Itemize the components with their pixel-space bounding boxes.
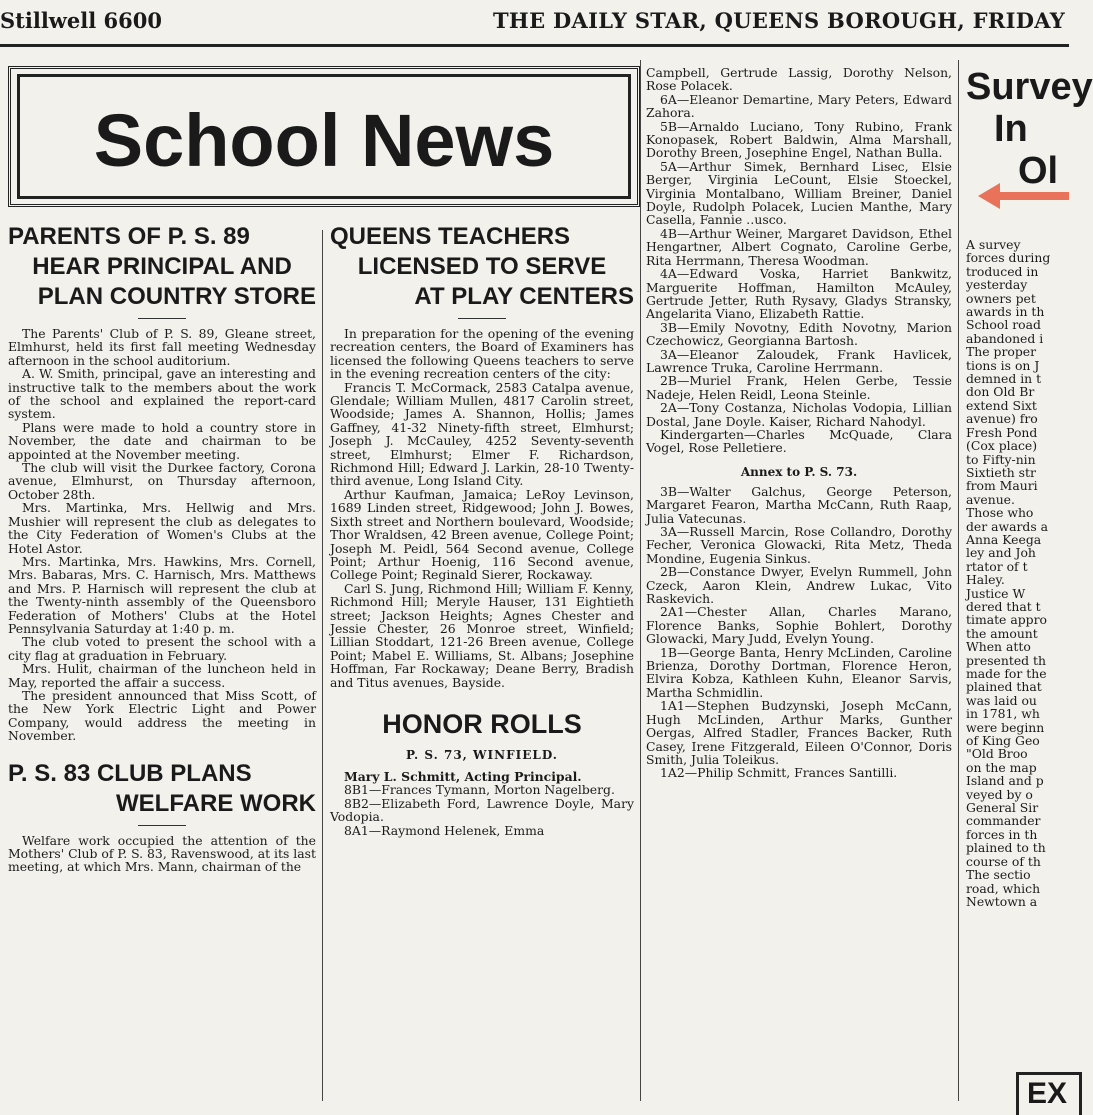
paragraph: 5A—Arthur Simek, Bernhard Lisec, Elsie Berger, Virginia LeCount, Elsie Stoeckel, Virginia Montalbano, William Breiner, Daniel Doyle, Rudolph Polacek, Lucien Manthe, Mary Casella, Fannie ‥usco. [646,158,952,228]
text-line: from Mauri [966,478,1038,494]
headline-line: HEAR PRINCIPAL AND [32,253,292,280]
article-survey-cropped [966,66,1093,1101]
article-queens-teachers [330,222,634,1101]
text-line: Sixtieth str [966,464,1036,480]
paragraph: The club voted to present the school with a city flag at graduation in February. [8,634,316,663]
paragraph: Francis T. McCormack, 2583 Catalpa avenue, Glendale; William Mullen, 4817 Carolin street, Woodside; James A. Shannon, Hollis; James Gaffney, 41-32 Ninety-fifth street, Elmhurst; Joseph J. McCauley, 4252 Seventy-seventh street, Elmhurst; Elmer F. Richardson, Richmond Hill; Edward J. Larkin, 28-10 Twenty-third avenue, Long Island City. [330,379,634,489]
headline-dash [138,318,186,319]
headline-line: Ol [1018,150,1059,192]
headline-line: AT PLAY CENTERS [414,283,634,310]
text-line: made for the [966,666,1047,681]
text-line: The sectio [966,867,1031,883]
column-rule [322,230,323,1101]
text-line: The proper [966,344,1037,360]
honor-rolls-school: P. S. 73, WINFIELD. [406,747,558,762]
headline-line: In [994,108,1028,150]
paragraph: 3A—Russell Marcin, Rose Collandro, Dorothy Fecher, Veronica Glowacki, Rita Metz, Theda Mondine, Eugenia Sinkus. [646,524,952,566]
paragraph: 8B1—Frances Tymann, Morton Nagelberg. [344,782,615,798]
paragraph: 1A1—Stephen Budzynski, Joseph McCann, Hugh McLinden, Arthur Marks, Gunther Oergas, Alfred Stadler, Frances Backer, Ruth Casey, Irene Fitzgerald, Eileen O'Connor, Doris Smith, Julia Toleikus. [646,698,952,767]
text-line: der awards a [966,518,1049,534]
text-line: in 1781, wh [966,706,1040,722]
text-line: "Old Broo [966,746,1028,762]
article-body [966,238,1069,908]
section-title: School News [93,99,555,182]
honor-roll-continued [646,66,952,1101]
text-line: commander [966,813,1041,829]
paragraph: 6A—Eleanor Demartine, Mary Peters, Edward Zahora. [646,91,952,121]
text-line: avenue. [966,491,1015,507]
paragraph: 5B—Arnaldo Luciano, Tony Rubino, Frank Konopasek, Robert Baldwin, Alma Marshall, Dorothy Breen, Josephine Engel, Nathan Bulla. [646,118,952,161]
article-body [646,485,952,780]
phone-exchange: Stillwell 6600 [0,8,162,33]
text-line: veyed by o [966,786,1033,802]
text-line: School road [966,317,1041,333]
text-line: tions is on J [966,357,1040,373]
text-line: of King Geo [966,733,1040,749]
paragraph: Plans were made to hold a country store in November, the date and chairman to be appointed at the November meeting. [8,419,316,462]
article-ps89 [8,222,316,1101]
paragraph: The club will visit the Durkee factory, Corona avenue, Elmhurst, on Thursday afternoon, October 28th. [8,460,316,502]
text-line: yesterday [966,277,1028,293]
text-line: Those who [966,505,1034,521]
text-line: awards in th [966,304,1045,320]
honor-roll-list [330,770,634,837]
text-line: rtator of t [966,558,1028,574]
column-rule [640,60,641,1101]
text-line: General Sir [966,800,1039,816]
headline-line: PARENTS OF P. S. 89 [8,223,250,250]
article-body [330,327,634,689]
text-line: forces in th [966,826,1038,842]
text-line: Fresh Pond [966,424,1038,440]
paragraph: The president announced that Miss Scott, of the New York Electric Light and Power Company, would address the meeting in November. [8,687,316,744]
paragraph: 1B—George Banta, Henry McLinden, Caroline Brienza, Dorothy Dortman, Florence Heron, Elvira Kobza, Kathleen Kuhn, Eleanor Sarvis, Martha Schmidlin. [646,644,952,700]
text-line: Island and p [966,773,1044,789]
text-line: timate appro [966,612,1047,628]
article-body [646,66,952,455]
text-line: don Old Br [966,384,1035,400]
paragraph: 8A1—Raymond Helenek, Emma [344,822,545,838]
text-line: Justice W [966,585,1026,601]
column-rule [958,60,959,1101]
text-line: was laid ou [966,692,1037,708]
text-line: road, which [966,880,1041,896]
headline-dash [458,318,506,319]
text-line: abandoned i [966,330,1044,346]
text-line: avenue) fro [966,411,1038,427]
headline-line: QUEENS TEACHERS [330,223,571,250]
paragraph: 3B—Emily Novotny, Edith Novotny, Marion Czechowicz, Georgianna Bartosh. [646,319,952,349]
paragraph: Mary L. Schmitt, Acting Principal. [344,768,582,784]
paragraph: 4A—Edward Voska, Harriet Bankwitz, Marguerite Hoffman, Hamilton McAuley, Gertrude Jetter, Ruth Rysavy, Gladys Stransky, Angelarita Viano, Elizabeth Rattie. [646,266,952,322]
text-line: the amount [966,625,1038,641]
paragraph: Mrs. Martinka, Mrs. Hawkins, Mrs. Cornell, Mrs. Babaras, Mrs. C. Harnisch, Mrs. Matthews and Mrs. P. Harnisch will represent the club at the Twenty-ninth assembly of the Queensboro Federation of Mothers' Clubs at the Hotel Pennsylvania Saturday at 1:40 p. m. [8,553,316,636]
paragraph: The Parents' Club of P. S. 89, Gleane street, Elmhurst, held its first fall meeting Wednesday afternoon in the school auditorium. [8,326,316,368]
text-line: When atto [966,639,1031,655]
paragraph: 2B—Constance Dwyer, Evelyn Rummell, John Czeck, Aaron Klein, Andrew Lukac, Vito Raskevich. [646,564,952,607]
paragraph: 2A1—Chester Allan, Charles Marano, Florence Banks, Sophie Bohlert, Dorothy Glowacki, Mary Judd, Evelyn Young. [646,604,952,647]
advertisement-box [1016,1072,1082,1115]
headline-line: WELFARE WORK [116,789,316,817]
paragraph: 3B—Walter Galchus, George Peterson, Margaret Fearon, Martha McCann, Ruth Raap, Julia Vatecunas. [646,483,952,526]
text-line: to Fifty-nin [966,451,1036,467]
text-line: ley and Joh [966,545,1036,561]
paragraph: In preparation for the opening of the evening recreation centers, the Board of Examiners has licensed the following Queens teachers to serve in the evening recreation centers of the city: [330,326,634,382]
text-line: plained that [966,679,1042,695]
annex-heading: Annex to P. S. 73. [740,464,858,479]
masthead [0,0,1069,40]
paragraph: Arthur Kaufman, Jamaica; LeRoy Levinson, 1689 Linden street, Ridgewood; John J. Bowes, Sixth street and Northern boulevard, Woodside; Thor Wraldsen, 42 Breen avenue, College Point; Joseph M. Peidl, 564 Second avenue, College Point; Arthur Hoenig, 116 Second avenue, College Point; Reginald Sierer, Rockaway. [330,486,634,583]
text-line: troduced in [966,263,1039,279]
newspaper-dateline: THE DAILY STAR, QUEENS BOROUGH, FRIDAY [493,8,1066,33]
paragraph: Carl S. Jung, Richmond Hill; William F. Kenny, Richmond Hill; Meryle Hauser, 131 Eightieth street; Jackson Heights; Agnes Chester and Jessie Chester, 26 Monroe street, Winfield; Lillian Stoddart, 121-26 Breen avenue, College Point; Mabel E. Williams, St. Albans; Josephine Hoffman, Far Rockaway; Deane Berry, Bradish and Titus avenues, Bayside. [330,580,634,690]
text-line: demned in t [966,371,1042,387]
banner-frame [17,74,631,199]
honor-rolls-heading: HONOR ROLLS [382,708,582,739]
paragraph: 2B—Muriel Frank, Helen Gerbe, Tessie Nadeje, Helen Reidl, Leona Steinle. [646,373,952,402]
text-line: forces during [966,250,1051,266]
paragraph: 2A—Tony Costanza, Nicholas Vodopia, Lillian Dostal, Jane Doyle. Kaiser, Richard Nahodyl. [646,400,952,429]
text-line: Newtown a [966,893,1038,909]
paragraph: 1A2—Philip Schmitt, Frances Santilli. [660,765,898,781]
paragraph: Kindergarten—Charles McQuade, Clara Vogel, Rose Pelletiere. [646,426,952,456]
paragraph: 8B2—Elizabeth Ford, Lawrence Doyle, Mary Vodopia. [330,795,634,825]
text-line: were beginn [966,719,1045,735]
text-line: owners pet [966,290,1036,306]
text-line: on the map [966,759,1037,775]
paragraph: Mrs. Hulit, chairman of the luncheon held in May, reported the affair a success. [8,661,316,690]
paragraph: Mrs. Martinka, Mrs. Hellwig and Mrs. Mushier will represent the club as delegates to the City Federation of Women's Clubs at the Hotel Astor. [8,500,316,556]
masthead-rule [0,44,1069,47]
article-body [8,327,316,743]
paragraph: Campbell, Gertrude Lassig, Dorothy Nelson, Rose Polacek. [646,65,952,94]
headline-line: Survey [966,66,1093,108]
text-line: plained to th [966,840,1046,856]
text-line: (Cox place) [966,438,1038,454]
headline-line: LICENSED TO SERVE [357,253,607,280]
text-line: course of th [966,853,1041,869]
headline-dash [138,825,186,826]
text-line: presented th [966,652,1047,668]
paragraph: 4B—Arthur Weiner, Margaret Davidson, Ethel Hengartner, Albert Cognato, Caroline Gerbe, Rita Herrmann, Theresa Woodman. [646,225,952,268]
text-line: extend Sixt [966,397,1037,413]
text-line: A survey [966,237,1021,252]
headline-line: P. S. 83 CLUB PLANS [8,759,252,787]
paragraph: A. W. Smith, principal, gave an interesting and instructive talk to the members about the work of the school and explained the report-card system. [8,366,316,422]
section-banner [8,66,640,207]
text-line: dered that t [966,598,1041,614]
text-line: Haley. [966,572,1005,588]
paragraph: 3A—Eleanor Zaloudek, Frank Havlicek, Lawrence Truka, Caroline Herrmann. [646,346,952,375]
article-body [8,834,316,874]
headline-line: PLAN COUNTRY STORE [37,283,316,310]
text-line: Anna Keega [966,531,1042,547]
arrow-left-icon [978,181,1069,211]
paragraph: Welfare work occupied the attention of the Mothers' Club of P. S. 83, Ravenswood, at its last meeting, at which Mrs. Mann, chairman of the [8,832,316,875]
advertisement-box-text: EX [1027,1077,1068,1110]
